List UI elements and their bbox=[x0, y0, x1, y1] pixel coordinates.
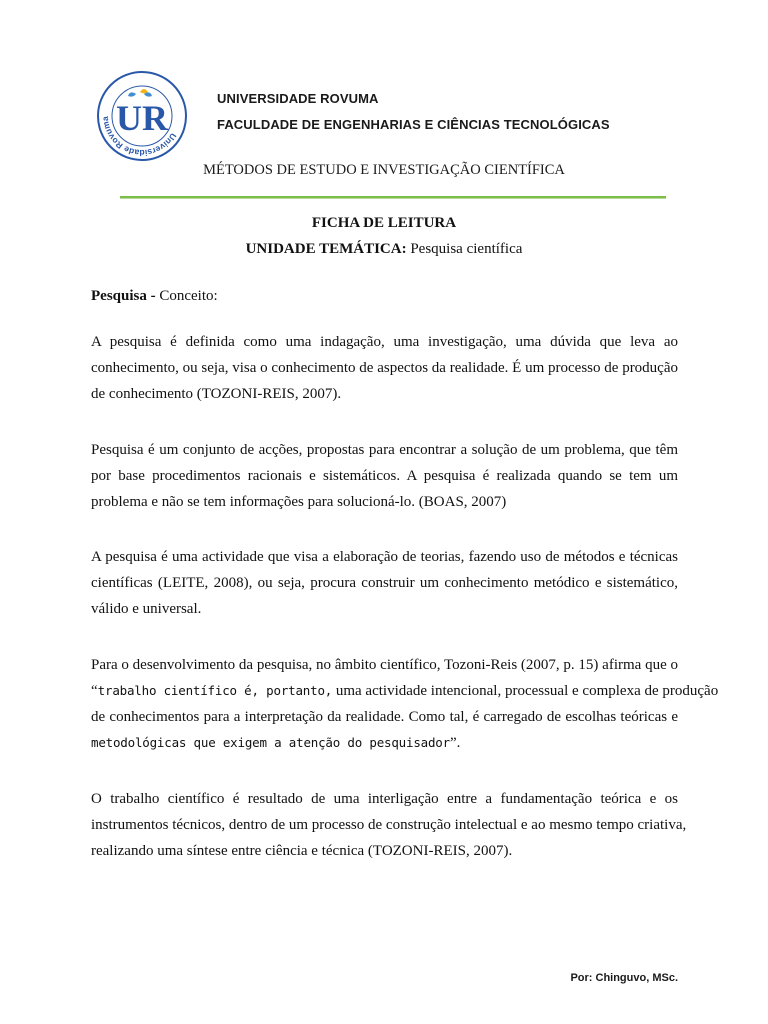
logo-monogram: UR bbox=[116, 98, 168, 138]
paragraph-line: instrumentos técnicos, dentro de um processo de construção intelectual e ao mesmo tempo criativa, bbox=[91, 817, 687, 833]
paragraph-line: de conhecimento (TOZONI-REIS, 2007). bbox=[91, 386, 342, 402]
thematic-unit bbox=[0, 241, 768, 258]
paragraph-line: por base procedimentos racionais e sistemáticos. A pesquisa é realizada quando se tem um bbox=[91, 468, 678, 484]
quoted-text: trabalho científico é, portanto, bbox=[97, 683, 333, 698]
paragraph bbox=[91, 544, 678, 622]
paragraph-line: A pesquisa é uma actividade que visa a elaboração de teorias, fazendo uso de métodos e técnicas bbox=[91, 549, 678, 565]
paragraph-line: válido e universal. bbox=[91, 601, 202, 617]
close-quote: ”. bbox=[449, 735, 461, 751]
university-name: UNIVERSIDADE ROVUMA bbox=[217, 91, 379, 106]
course-title: MÉTODOS DE ESTUDO E INVESTIGAÇÃO CIENTÍFICA bbox=[203, 162, 565, 178]
paragraph-line bbox=[91, 678, 719, 704]
paragraph-line: realizando uma síntese entre ciência e técnica (TOZONI-REIS, 2007). bbox=[91, 843, 513, 859]
thematic-unit-value: Pesquisa científica bbox=[406, 241, 523, 257]
paragraph-line: Para o desenvolvimento da pesquisa, no âmbito científico, Tozoni-Reis (2007, p. 15) afirma que o bbox=[91, 657, 678, 673]
paragraph-line: conhecimento, ou seja, visa o conhecimento de aspectos da realidade. É um processo de produção bbox=[91, 360, 678, 376]
header-divider bbox=[120, 196, 666, 198]
university-logo bbox=[96, 70, 188, 162]
paragraph-line: A pesquisa é definida como uma indagação, uma investigação, uma dúvida que leva ao bbox=[91, 334, 678, 350]
paragraph-line: de conhecimentos para a interpretação da realidade. Como tal, é carregado de escolhas teóricas e bbox=[91, 709, 678, 725]
concept-heading bbox=[91, 288, 218, 305]
paragraph-line: Pesquisa é um conjunto de acções, propostas para encontrar a solução de um problema, que têm bbox=[91, 442, 678, 458]
faculty-name: FACULDADE DE ENGENHARIAS E CIÊNCIAS TECNOLÓGICAS bbox=[217, 117, 610, 132]
paragraph-line: problema e não se tem informações para solucioná-lo. (BOAS, 2007) bbox=[91, 494, 507, 510]
line-text: uma actividade intencional, processual e complexa de produção bbox=[332, 683, 719, 699]
paragraph bbox=[91, 437, 678, 515]
paragraph-line bbox=[91, 730, 678, 756]
paragraph bbox=[91, 329, 678, 407]
document-title: FICHA DE LEITURA bbox=[311, 215, 457, 231]
thematic-unit-label: UNIDADE TEMÁTICA: bbox=[245, 241, 407, 257]
concept-value: Conceito: bbox=[155, 288, 218, 304]
paragraph bbox=[91, 786, 687, 864]
author-signature: Por: Chinguvo, MSc. bbox=[570, 972, 678, 984]
concept-label: Pesquisa - bbox=[91, 288, 156, 304]
paragraph-quote bbox=[91, 652, 719, 756]
quoted-text: metodológicas que exigem a atenção do pesquisador bbox=[91, 735, 450, 750]
open-quote: “ bbox=[91, 683, 98, 699]
logo-ring-text: Universidade Rovuma bbox=[99, 115, 179, 159]
paragraph-line: científicas (LEITE, 2008), ou seja, procura construir um conhecimento metódico e sistemático, bbox=[91, 575, 678, 591]
paragraph-line: O trabalho científico é resultado de uma interligação entre a fundamentação teórica e os bbox=[91, 791, 678, 807]
